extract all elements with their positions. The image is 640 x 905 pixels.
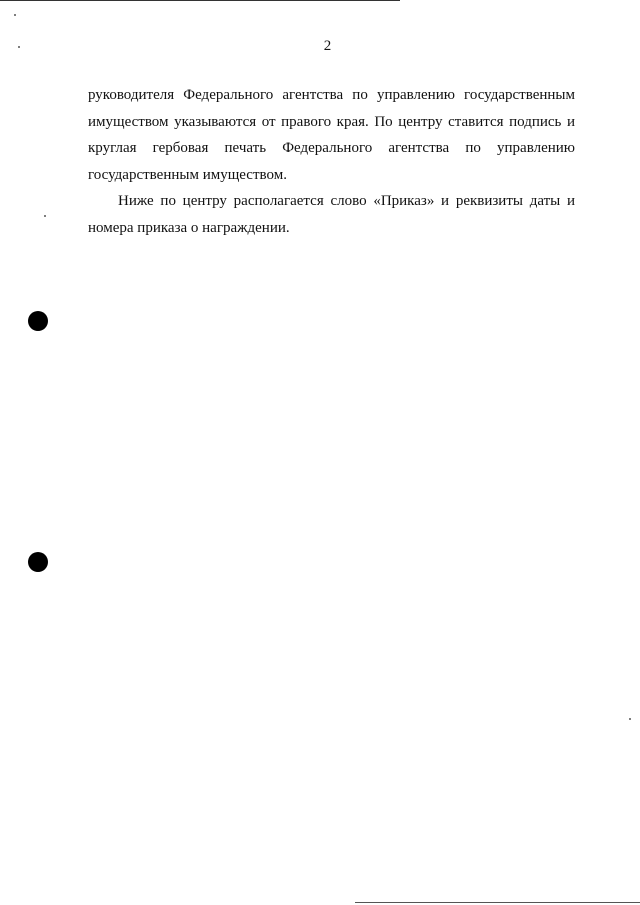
punch-hole-upper	[28, 311, 48, 331]
paragraph-continuation: руководителя Федерального агентства по управлению государственным имуществом указываются от правого края. По центру ставится подпись и круглая гербовая печать Федерального агентства по управлению государственным имуществом.	[88, 87, 575, 183]
scan-speck	[14, 14, 16, 16]
bottom-border-line	[355, 902, 640, 903]
punch-hole-lower	[28, 552, 48, 572]
document-body	[88, 82, 575, 241]
scan-speck	[18, 46, 20, 48]
paragraph-prikaz-details: Ниже по центру располагается слово «Приказ» и реквизиты даты и номера приказа о награждении.	[88, 193, 575, 236]
scan-speck	[44, 215, 46, 217]
page-number: 2	[323, 38, 332, 54]
top-border-line	[0, 0, 400, 1]
scan-speck	[629, 718, 631, 720]
